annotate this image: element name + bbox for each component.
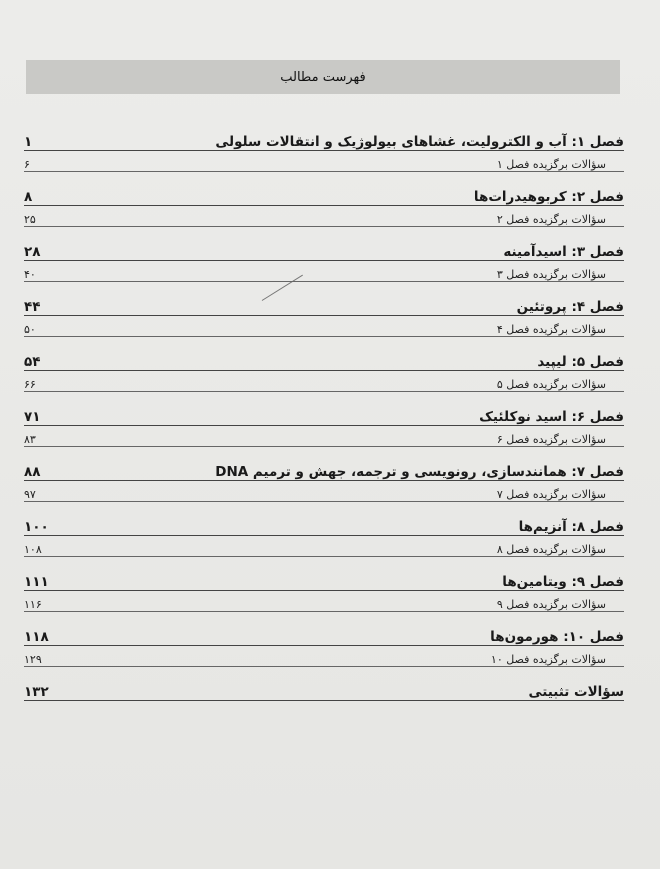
chapter-page: ۲۸ [24,244,41,260]
chapter-title: فصل ۲: کربوهیدرات‌ها [473,189,624,205]
toc-sub-3[interactable] [24,261,624,282]
chapter-page: ۱۱۱ [24,574,49,590]
toc-sub-1[interactable] [24,151,624,172]
sub-title: سؤالات برگزیده فصل ۱۰ [490,653,606,666]
chapter-page: ۷۱ [24,409,41,425]
toc-sub-4[interactable] [24,316,624,337]
chapter-title: فصل ۴: پروتئین [516,299,624,315]
toc-chapter-9[interactable] [24,568,624,591]
sub-title: سؤالات برگزیده فصل ۳ [496,268,606,281]
chapter-title: فصل ۹: ویتامین‌ها [502,574,624,590]
sub-page: ۶۶ [24,378,36,391]
sub-title: سؤالات برگزیده فصل ۸ [496,543,606,556]
toc-chapter-4[interactable] [24,293,624,316]
sub-page: ۹۷ [24,488,36,501]
toc-chapter-2[interactable] [24,183,624,206]
toc-chapter-6[interactable] [24,403,624,426]
toc-chapter-8[interactable] [24,513,624,536]
chapter-page: ۱۳۲ [24,684,49,700]
chapter-title: فصل ۵: لیپید [537,354,624,370]
chapter-page: ۱۰۰ [24,519,49,535]
toc-sub-10[interactable] [24,646,624,667]
chapter-page: ۱۱۸ [24,629,49,645]
sub-page: ۵۰ [24,323,36,336]
sub-title: سؤالات برگزیده فصل ۴ [496,323,606,336]
sub-page: ۸۳ [24,433,36,446]
sub-title: سؤالات برگزیده فصل ۷ [496,488,606,501]
sub-title: سؤالات برگزیده فصل ۱ [496,158,606,171]
chapter-title: فصل ۱: آب و الکترولیت، غشاهای بیولوژیک و انتقالات سلولی [215,134,624,150]
chapter-page: ۵۴ [24,354,41,370]
toc-final-questions[interactable] [24,678,624,701]
chapter-title: سؤالات تثبیتی [528,684,624,700]
chapter-page: ۸۸ [24,464,41,480]
sub-page: ۶ [24,158,30,171]
sub-page: ۱۲۹ [24,653,42,666]
chapter-title: فصل ۷: همانندسازی، رونویسی و ترجمه، جهش و ترمیم DNA [215,464,624,480]
sub-title: سؤالات برگزیده فصل ۶ [496,433,606,446]
chapter-page: ۸ [24,189,33,205]
chapter-title: فصل ۳: اسید‌آمینه [503,244,624,260]
toc-chapter-3[interactable] [24,238,624,261]
toc-chapter-7[interactable] [24,458,624,481]
sub-page: ۴۰ [24,268,36,281]
sub-title: سؤالات برگزیده فصل ۹ [496,598,606,611]
sub-page: ۱۰۸ [24,543,42,556]
chapter-page: ۴۴ [24,299,41,315]
header-bar [26,60,620,94]
sub-page: ۱۱۶ [24,598,42,611]
chapter-page: ۱ [24,134,33,150]
toc-chapter-10[interactable] [24,623,624,646]
sub-title: سؤالات برگزیده فصل ۲ [496,213,606,226]
toc-sub-6[interactable] [24,426,624,447]
page-title: فهرست مطالب [280,69,366,85]
table-of-contents [24,128,624,701]
chapter-title: فصل ۶: اسید نوکلئیک [479,409,624,425]
sub-page: ۲۵ [24,213,36,226]
toc-sub-7[interactable] [24,481,624,502]
toc-sub-2[interactable] [24,206,624,227]
chapter-title: فصل ۱۰: هورمون‌ها [490,629,624,645]
toc-chapter-1[interactable] [24,128,624,151]
toc-sub-9[interactable] [24,591,624,612]
chapter-title: فصل ۸: آنزیم‌ها [518,519,624,535]
toc-sub-8[interactable] [24,536,624,557]
toc-sub-5[interactable] [24,371,624,392]
toc-chapter-5[interactable] [24,348,624,371]
sub-title: سؤالات برگزیده فصل ۵ [496,378,606,391]
